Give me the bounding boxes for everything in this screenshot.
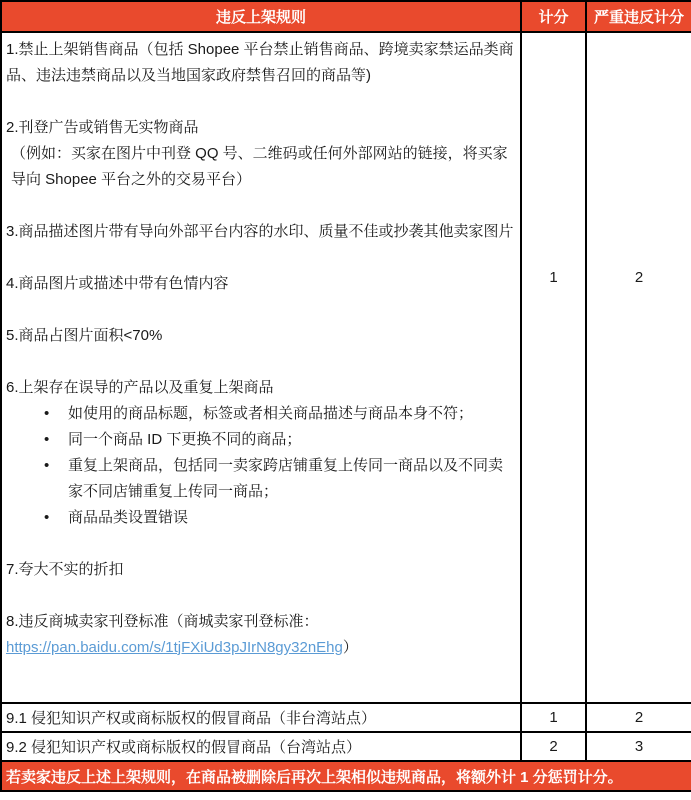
table-row-9-1 bbox=[1, 703, 691, 732]
header-rule-column: 违反上架规则 bbox=[1, 1, 521, 32]
rule-9-2-severe-score: 3 bbox=[586, 732, 691, 761]
rule-6-bullet-4: • 商品品类设置错误 bbox=[68, 505, 516, 531]
table-row-9-2 bbox=[1, 732, 691, 761]
rule-9-1-text: 9.1 侵犯知识产权或商标版权的假冒商品（非台湾站点） bbox=[1, 703, 521, 732]
merged-rules-row bbox=[1, 32, 691, 703]
rule-1: 1.禁止上架销售商品（包括 Shopee 平台禁止销售商品、跨境卖家禁运品类商品、违法违禁商品以及当地国家政府禁售召回的商品等) bbox=[6, 41, 514, 84]
rules-text-block bbox=[6, 37, 516, 702]
table-header-row bbox=[1, 1, 691, 32]
merged-severe-score-cell: 2 bbox=[586, 32, 691, 703]
rule-6-bullet-3: • 重复上架商品，包括同一卖家跨店铺重复上传同一商品以及不同卖家不同店铺重复上传同一商品； bbox=[68, 453, 516, 505]
penalty-note-row bbox=[1, 761, 691, 791]
rule-9-1-score: 1 bbox=[521, 703, 586, 732]
baidu-pan-link[interactable]: https://pan.baidu.com/s/1tjFXiUd3pJIrN8gy32nEhg bbox=[6, 639, 343, 656]
rule-6-bullet-1: • 如使用的商品标题，标签或者相关商品描述与商品本身不符； bbox=[68, 401, 516, 427]
rule-5: 5.商品占图片面积<70% bbox=[6, 327, 163, 344]
merged-score-cell: 1 bbox=[521, 32, 586, 703]
rule-2-example: （例如：买家在图片中刊登 QQ 号、二维码或任何外部网站的链接，将买家导向 Shopee 平台之外的交易平台） bbox=[11, 145, 508, 188]
rules-cell bbox=[1, 32, 521, 703]
rule-8-close-paren: ） bbox=[342, 639, 358, 656]
rule-4: 4.商品图片或描述中带有色情内容 bbox=[6, 275, 229, 292]
rule-7: 7.夸大不实的折扣 bbox=[6, 561, 124, 578]
rule-8: 8.违反商城卖家刊登标准（商城卖家刊登标准： bbox=[6, 613, 319, 630]
header-score-column: 计分 bbox=[521, 1, 586, 32]
rule-9-2-text: 9.2 侵犯知识产权或商标版权的假冒商品（台湾站点） bbox=[1, 732, 521, 761]
rule-9-2-score: 2 bbox=[521, 732, 586, 761]
rule-2: 2.刊登广告或销售无实物商品 bbox=[6, 119, 199, 136]
penalty-note: 若卖家违反上述上架规则，在商品被删除后再次上架相似违规商品，将额外计 1 分惩罚计分。 bbox=[1, 761, 691, 791]
rule-6-bullet-2: • 同一个商品 ID 下更换不同的商品； bbox=[68, 427, 516, 453]
rule-3: 3.商品描述图片带有导向外部平台内容的水印、质量不佳或抄袭其他卖家图片 bbox=[6, 223, 514, 240]
rule-6-bullet-list bbox=[6, 401, 516, 531]
rule-9-1-severe-score: 2 bbox=[586, 703, 691, 732]
rule-8-link-line bbox=[6, 635, 516, 661]
rule-6: 6.上架存在误导的产品以及重复上架商品 bbox=[6, 379, 274, 396]
header-severe-column: 严重违反计分 bbox=[586, 1, 691, 32]
